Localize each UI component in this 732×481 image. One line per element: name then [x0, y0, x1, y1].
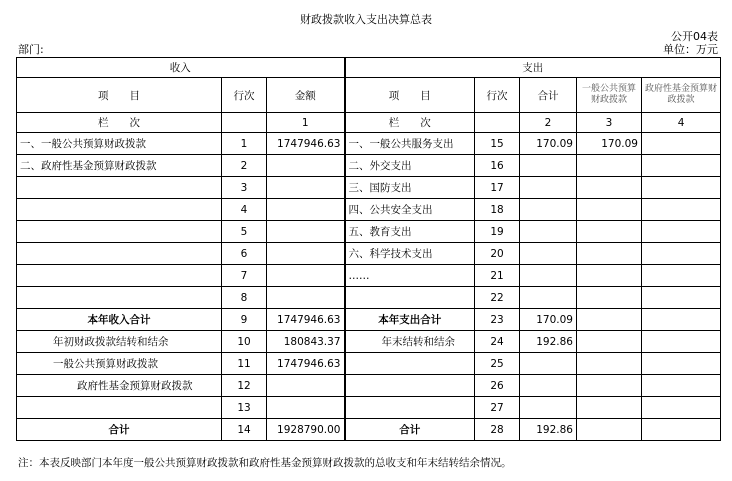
income-item	[17, 265, 222, 287]
expense-general	[577, 221, 642, 243]
income-item: 合计	[17, 419, 222, 441]
expense-item: 四、公共安全支出	[345, 199, 475, 221]
expense-govfund	[642, 199, 721, 221]
income-header: 收入	[17, 58, 345, 78]
table-row	[17, 133, 721, 155]
income-item	[17, 199, 222, 221]
table-row	[17, 331, 721, 353]
income-item	[17, 287, 222, 309]
expense-total: 170.09	[520, 133, 577, 155]
table-row	[17, 419, 721, 441]
expense-rowno: 26	[475, 375, 520, 397]
expense-general-header: 一般公共预算财政拨款	[577, 78, 642, 113]
unit-label: 单位：万元	[663, 43, 718, 56]
expense-total	[520, 265, 577, 287]
income-rowno: 9	[222, 309, 267, 331]
expense-total	[520, 221, 577, 243]
income-amount	[267, 199, 345, 221]
expense-rowno: 25	[475, 353, 520, 375]
expense-item	[345, 397, 475, 419]
income-amount	[267, 155, 345, 177]
income-amount	[267, 221, 345, 243]
expense-header: 支出	[345, 58, 721, 78]
expense-item	[345, 375, 475, 397]
income-item: 年初财政拨款结转和结余	[17, 331, 222, 353]
col-4-label: 4	[642, 113, 721, 133]
expense-rowno: 21	[475, 265, 520, 287]
income-item: 一般公共预算财政拨款	[17, 353, 222, 375]
department-label: 部门:	[18, 43, 44, 56]
table-row	[17, 177, 721, 199]
income-rowno: 8	[222, 287, 267, 309]
form-code: 公开04表	[671, 30, 718, 43]
income-item	[17, 397, 222, 419]
income-amount	[267, 375, 345, 397]
income-lanci-label: 栏 次	[17, 113, 222, 133]
expense-govfund	[642, 397, 721, 419]
expense-item-header: 项 目	[345, 78, 475, 113]
income-amount-header: 金额	[267, 78, 345, 113]
expense-general	[577, 155, 642, 177]
expense-total	[520, 155, 577, 177]
expense-rowno: 27	[475, 397, 520, 419]
income-rowno: 1	[222, 133, 267, 155]
expense-rowno: 19	[475, 221, 520, 243]
income-item	[17, 243, 222, 265]
expense-rowno: 23	[475, 309, 520, 331]
income-amount	[267, 243, 345, 265]
expense-govfund	[642, 419, 721, 441]
expense-item: 合计	[345, 419, 475, 441]
table-row	[17, 265, 721, 287]
header-row-1	[17, 58, 721, 78]
expense-rowno: 15	[475, 133, 520, 155]
expense-rowno-header: 行次	[475, 78, 520, 113]
income-rowno: 6	[222, 243, 267, 265]
expense-total	[520, 397, 577, 419]
expense-general	[577, 265, 642, 287]
col-1-label: 1	[267, 113, 345, 133]
expense-item: ……	[345, 265, 475, 287]
income-amount	[267, 265, 345, 287]
expense-rowno: 20	[475, 243, 520, 265]
expense-general	[577, 177, 642, 199]
expense-total	[520, 243, 577, 265]
table-row	[17, 243, 721, 265]
table-row	[17, 199, 721, 221]
table-row	[17, 353, 721, 375]
income-amount: 1747946.63	[267, 309, 345, 331]
income-rowno: 12	[222, 375, 267, 397]
expense-total	[520, 287, 577, 309]
income-item	[17, 221, 222, 243]
expense-rowno: 28	[475, 419, 520, 441]
expense-govfund	[642, 133, 721, 155]
expense-govfund	[642, 375, 721, 397]
expense-govfund	[642, 287, 721, 309]
budget-summary-table	[16, 57, 721, 441]
expense-general	[577, 419, 642, 441]
income-item-header: 项 目	[17, 78, 222, 113]
expense-lanci-blank	[475, 113, 520, 133]
expense-govfund	[642, 177, 721, 199]
income-amount	[267, 287, 345, 309]
expense-govfund	[642, 353, 721, 375]
income-rowno: 3	[222, 177, 267, 199]
expense-general	[577, 309, 642, 331]
header-row-3	[17, 113, 721, 133]
expense-general	[577, 243, 642, 265]
income-item: 二、政府性基金预算财政拨款	[17, 155, 222, 177]
expense-item: 三、国防支出	[345, 177, 475, 199]
table-row	[17, 287, 721, 309]
table-row	[17, 397, 721, 419]
expense-govfund	[642, 221, 721, 243]
expense-govfund	[642, 155, 721, 177]
expense-govfund	[642, 309, 721, 331]
table-row	[17, 155, 721, 177]
expense-general: 170.09	[577, 133, 642, 155]
income-rowno: 11	[222, 353, 267, 375]
expense-rowno: 18	[475, 199, 520, 221]
expense-rowno: 16	[475, 155, 520, 177]
expense-total	[520, 199, 577, 221]
expense-govfund-header: 政府性基金预算财政拨款	[642, 78, 721, 113]
income-item	[17, 177, 222, 199]
expense-general	[577, 397, 642, 419]
income-amount	[267, 397, 345, 419]
expense-item: 年末结转和结余	[345, 331, 475, 353]
page-title: 财政拨款收入支出决算总表	[300, 13, 432, 26]
expense-govfund	[642, 331, 721, 353]
expense-total	[520, 375, 577, 397]
income-rowno: 4	[222, 199, 267, 221]
col-2-label: 2	[520, 113, 577, 133]
income-lanci-blank	[222, 113, 267, 133]
income-amount: 1747946.63	[267, 353, 345, 375]
expense-lanci-label: 栏 次	[345, 113, 475, 133]
income-amount: 180843.37	[267, 331, 345, 353]
expense-total: 170.09	[520, 309, 577, 331]
expense-item: 五、教育支出	[345, 221, 475, 243]
footnote: 注：本表反映部门本年度一般公共预算财政拨款和政府性基金预算财政拨款的总收支和年末结转结余情况。	[18, 457, 512, 469]
income-amount	[267, 177, 345, 199]
table-row	[17, 221, 721, 243]
expense-total: 192.86	[520, 331, 577, 353]
expense-rowno: 22	[475, 287, 520, 309]
income-rowno-header: 行次	[222, 78, 267, 113]
income-rowno: 7	[222, 265, 267, 287]
expense-general	[577, 287, 642, 309]
expense-total	[520, 353, 577, 375]
income-rowno: 14	[222, 419, 267, 441]
table-row	[17, 375, 721, 397]
expense-total: 192.86	[520, 419, 577, 441]
income-rowno: 2	[222, 155, 267, 177]
expense-govfund	[642, 265, 721, 287]
expense-item: 本年支出合计	[345, 309, 475, 331]
table-row	[17, 309, 721, 331]
income-item: 本年收入合计	[17, 309, 222, 331]
expense-general	[577, 331, 642, 353]
expense-item: 二、外交支出	[345, 155, 475, 177]
expense-item	[345, 287, 475, 309]
income-item: 一、一般公共预算财政拨款	[17, 133, 222, 155]
expense-item: 一、一般公共服务支出	[345, 133, 475, 155]
expense-total	[520, 177, 577, 199]
expense-total-header: 合计	[520, 78, 577, 113]
expense-rowno: 24	[475, 331, 520, 353]
expense-item	[345, 353, 475, 375]
income-amount: 1747946.63	[267, 133, 345, 155]
income-item: 政府性基金预算财政拨款	[17, 375, 222, 397]
expense-general	[577, 353, 642, 375]
income-rowno: 10	[222, 331, 267, 353]
expense-rowno: 17	[475, 177, 520, 199]
expense-general	[577, 199, 642, 221]
header-row-2	[17, 78, 721, 113]
income-amount: 1928790.00	[267, 419, 345, 441]
expense-general	[577, 375, 642, 397]
income-rowno: 5	[222, 221, 267, 243]
expense-item: 六、科学技术支出	[345, 243, 475, 265]
col-3-label: 3	[577, 113, 642, 133]
expense-govfund	[642, 243, 721, 265]
income-rowno: 13	[222, 397, 267, 419]
